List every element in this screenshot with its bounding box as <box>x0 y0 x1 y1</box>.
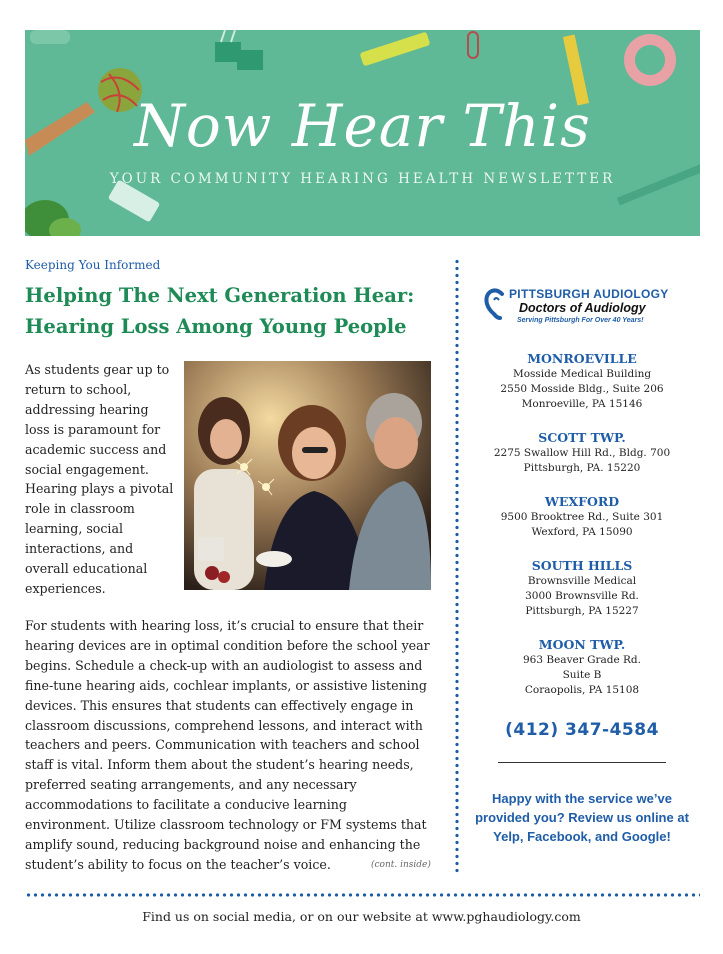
article-kicker: Keeping You Informed <box>25 258 161 272</box>
sidebar <box>469 258 695 846</box>
article-intro: As students gear up to return to school, addressing hearing loss is paramount for academic success and social engagement. Hearing plays a pivotal role in classroom learning, social interactions, and overall educational experiences. <box>25 362 174 596</box>
logo-doctors: Doctors of Audiology <box>519 301 646 315</box>
logo-name: PITTSBURGH AUDIOLOGY <box>509 287 669 301</box>
locations-list <box>469 351 695 698</box>
location-address-line: Pittsburgh, PA 15227 <box>525 605 639 617</box>
location-monroeville <box>469 351 695 412</box>
location-south-hills <box>469 558 695 619</box>
newsletter-title: Now Hear This <box>134 92 591 160</box>
location-name: SOUTH HILLS <box>531 558 633 573</box>
logo-serving: Serving Pittsburgh For Over 40 Years! <box>517 317 644 324</box>
newsletter-banner <box>25 30 700 236</box>
location-name: WEXFORD <box>544 494 620 509</box>
phone-number[interactable]: (412) 347-4584 <box>505 720 659 740</box>
location-address-line: 963 Beaver Grade Rd. <box>523 654 641 666</box>
footer-divider <box>25 893 700 897</box>
article-body: For students with hearing loss, it’s crucial to ensure that their hearing devices are in optimal condition before the school year begins. Schedule a check-up with an audiologist to assess and fine-tune hearing aids, cochlear implants, or assistive listening devices. This ensures that students can effectively engage in classroom discussions, comprehend lessons, and interact with teachers and peers. Communication with teachers and school staff is vital. Inform them about the student’s hearing needs, preferred seating arrangements, and any necessary accommodations to facilitate a conducive learning environment. Utilize classroom technology or FM systems that amplify sound, reducing background noise and enhancing the student’s ability to focus on the teacher’s voice. <box>25 618 430 872</box>
ear-icon <box>484 288 506 320</box>
location-address-line: Mosside Medical Building <box>512 368 652 380</box>
article <box>25 258 435 872</box>
location-address-line: 9500 Brooktree Rd., Suite 301 <box>500 511 664 523</box>
people-celebrating-photo <box>184 361 431 590</box>
location-address-line: Brownsville Medical <box>527 575 637 587</box>
location-address-line: Suite B <box>562 669 602 681</box>
location-address-line: 2275 Swallow Hill Rd., Bldg. 700 <box>493 447 671 459</box>
divider-line <box>498 762 666 763</box>
location-address-line: 3000 Brownsville Rd. <box>525 590 639 602</box>
continued-note: (cont. inside) <box>371 860 431 870</box>
location-wexford <box>469 494 695 540</box>
article-headline: Helping The Next Generation Hear: Hearing Loss Among Young People <box>25 284 415 338</box>
location-name: MONROEVILLE <box>527 351 637 366</box>
location-address-line: Pittsburgh, PA. 15220 <box>523 462 641 474</box>
newsletter-subtitle: YOUR COMMUNITY HEARING HEALTH NEWSLETTER <box>109 171 616 187</box>
location-address-line: Wexford, PA 15090 <box>531 526 633 538</box>
location-scott-twp <box>469 430 695 476</box>
location-address-line: Coraopolis, PA 15108 <box>524 684 640 696</box>
location-name: SCOTT TWP. <box>538 430 626 445</box>
review-callout: Happy with the service we’ve provided you? Review us online at Yelp, Facebook, and Google! <box>475 791 689 844</box>
footer-text: Find us on social media, or on our website at www.pghaudiology.com <box>142 909 581 924</box>
location-address-line: Monroeville, PA 15146 <box>521 398 643 410</box>
pittsburgh-audiology-logo <box>469 258 695 333</box>
location-name: MOON TWP. <box>538 637 626 652</box>
column-divider <box>455 258 459 873</box>
location-address-line: 2550 Mosside Bldg., Suite 206 <box>500 383 664 395</box>
location-moon-twp <box>469 637 695 698</box>
